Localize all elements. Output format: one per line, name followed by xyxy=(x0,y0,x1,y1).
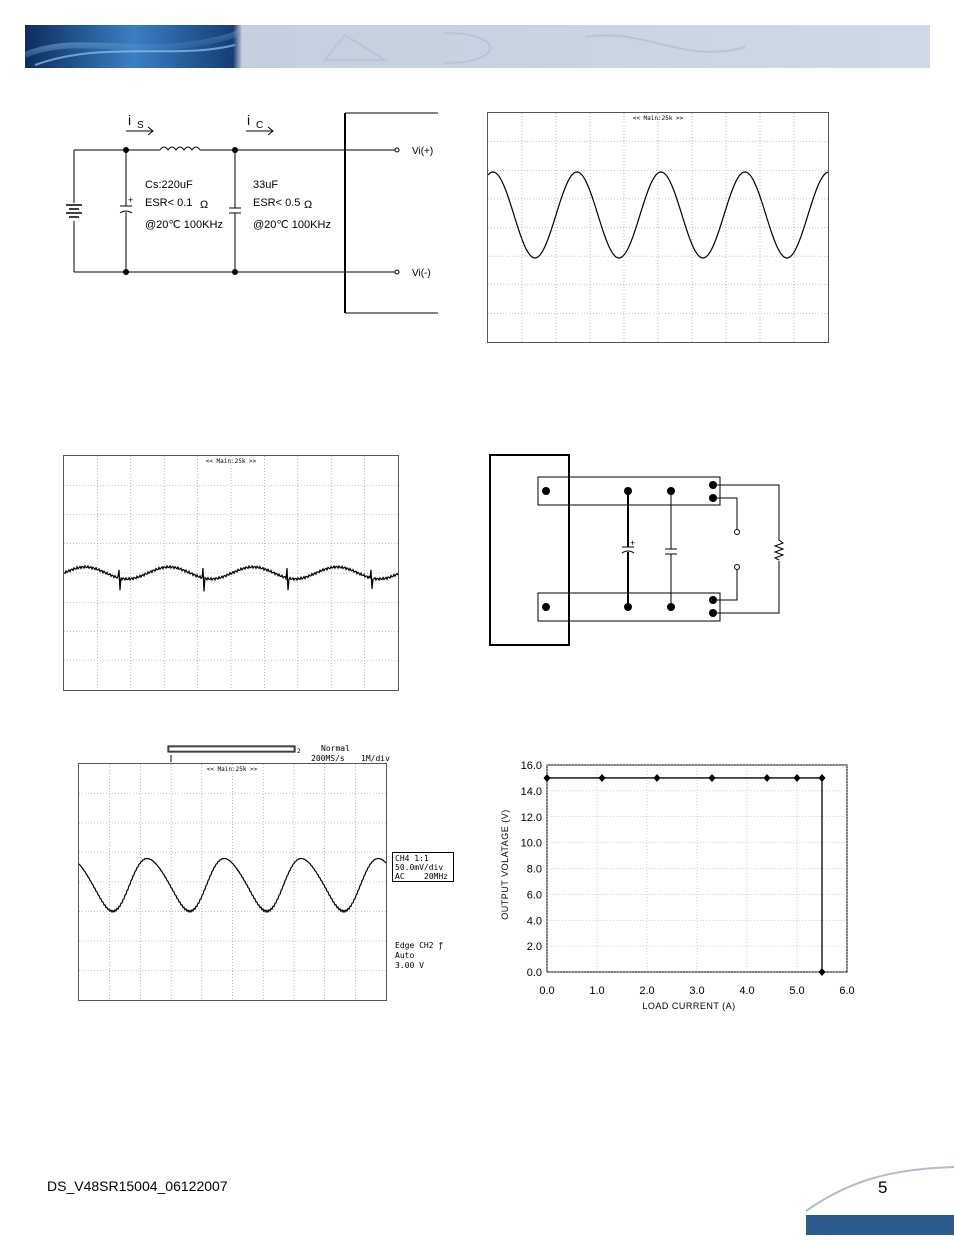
scope-grid xyxy=(79,764,386,1000)
scope-header: << Main:25k >> xyxy=(206,766,258,773)
footer-graphic xyxy=(806,1163,954,1235)
y-tick-label: 12.0 xyxy=(520,811,542,824)
y-axis-label: OUTPUT VOLATAGE (V) xyxy=(500,809,510,920)
y-tick-label: 0.0 xyxy=(526,967,542,979)
trig-line3: 3.00 V xyxy=(395,961,424,970)
scope-mid-left-graphic xyxy=(64,456,398,690)
trigger-edge-icon: ƒ xyxy=(438,941,444,950)
output-test-circuit-graphic xyxy=(488,452,788,648)
trig-line2: Auto xyxy=(395,951,415,960)
output-voltage-chart xyxy=(495,758,870,1014)
ic-label: i xyxy=(247,112,251,128)
input-filter-circuit-graphic xyxy=(60,105,450,315)
scope-rate: 200MS/s xyxy=(311,754,345,763)
page-number: 5 xyxy=(878,1178,888,1197)
cs-temp: @20℃ 100KHz xyxy=(145,219,223,231)
scope-waveform xyxy=(64,566,398,592)
channel-readout xyxy=(392,852,454,882)
x-tick-label: 0.0 xyxy=(539,985,555,997)
footer-swoosh xyxy=(806,1163,954,1235)
x-tick-label: 6.0 xyxy=(839,985,855,997)
ic-sub: C xyxy=(256,120,264,131)
scope-header: << Main:25k >> xyxy=(632,115,684,122)
x-tick-label: 4.0 xyxy=(739,985,755,997)
trigger-readout xyxy=(395,941,455,971)
is-label: i xyxy=(128,112,132,128)
x-tick-label: 3.0 xyxy=(689,985,705,997)
scope-header: << Main:25k >> xyxy=(205,458,257,465)
cs-esr: ESR< 0.1 xyxy=(145,197,193,209)
y-tick-label: 10.0 xyxy=(520,837,542,850)
x-axis-label: LOAD CURRENT (A) xyxy=(642,1001,736,1011)
ch-line2: 50.0mV/div xyxy=(395,863,444,872)
header-banner xyxy=(25,25,930,68)
scope-top-right xyxy=(487,112,829,343)
output-voltage-chart-graphic xyxy=(495,758,870,1014)
header-banner-graphic xyxy=(25,25,930,68)
svg-text:+: + xyxy=(128,195,134,205)
scope-mode: Normal xyxy=(321,744,350,753)
trig-line1: Edge CH2 ƒ xyxy=(395,941,444,950)
c2-value: 33uF xyxy=(253,179,279,191)
is-sub: S xyxy=(137,120,144,131)
svg-text:2: 2 xyxy=(297,748,301,755)
x-tick-label: 2.0 xyxy=(639,985,655,997)
svg-text:+: + xyxy=(630,538,636,548)
scope-grid xyxy=(64,456,398,690)
scope-bottom-left xyxy=(78,763,387,1001)
c2-temp: @20℃ 100KHz xyxy=(253,219,331,231)
y-tick-label: 4.0 xyxy=(526,915,542,928)
scope-top-right-graphic xyxy=(488,113,828,342)
scope-mid-left xyxy=(63,455,399,691)
scope-grid xyxy=(488,113,828,342)
c2-esr: ESR< 0.5 xyxy=(253,197,301,209)
c2-ohm: Ω xyxy=(304,199,313,211)
vi-plus-label: Vi(+) xyxy=(412,146,434,157)
scope-bottom-left-graphic xyxy=(79,764,386,1000)
x-tick-label: 1.0 xyxy=(589,985,605,997)
input-filter-circuit xyxy=(60,105,450,315)
y-tick-label: 14.0 xyxy=(520,785,542,798)
y-tick-label: 8.0 xyxy=(526,863,542,876)
scope-acq: 1M/div xyxy=(361,754,390,763)
y-tick-label: 2.0 xyxy=(526,941,542,954)
ch-line1: CH4 1:1 xyxy=(395,854,429,863)
y-tick-label: 6.0 xyxy=(526,889,542,902)
y-tick-label: 16.0 xyxy=(520,760,542,772)
x-tick-label: 5.0 xyxy=(789,985,805,997)
output-test-circuit xyxy=(488,452,788,648)
scope-bottom-left-topbar xyxy=(70,743,460,765)
cs-ohm: Ω xyxy=(200,199,209,211)
vi-minus-label: Vi(-) xyxy=(412,268,431,279)
ch-line3: AC 20MHz xyxy=(395,872,448,881)
cs-value: Cs:220uF xyxy=(145,179,193,191)
footer-doc-id: DS_V48SR15004_06122007 xyxy=(47,1178,228,1194)
